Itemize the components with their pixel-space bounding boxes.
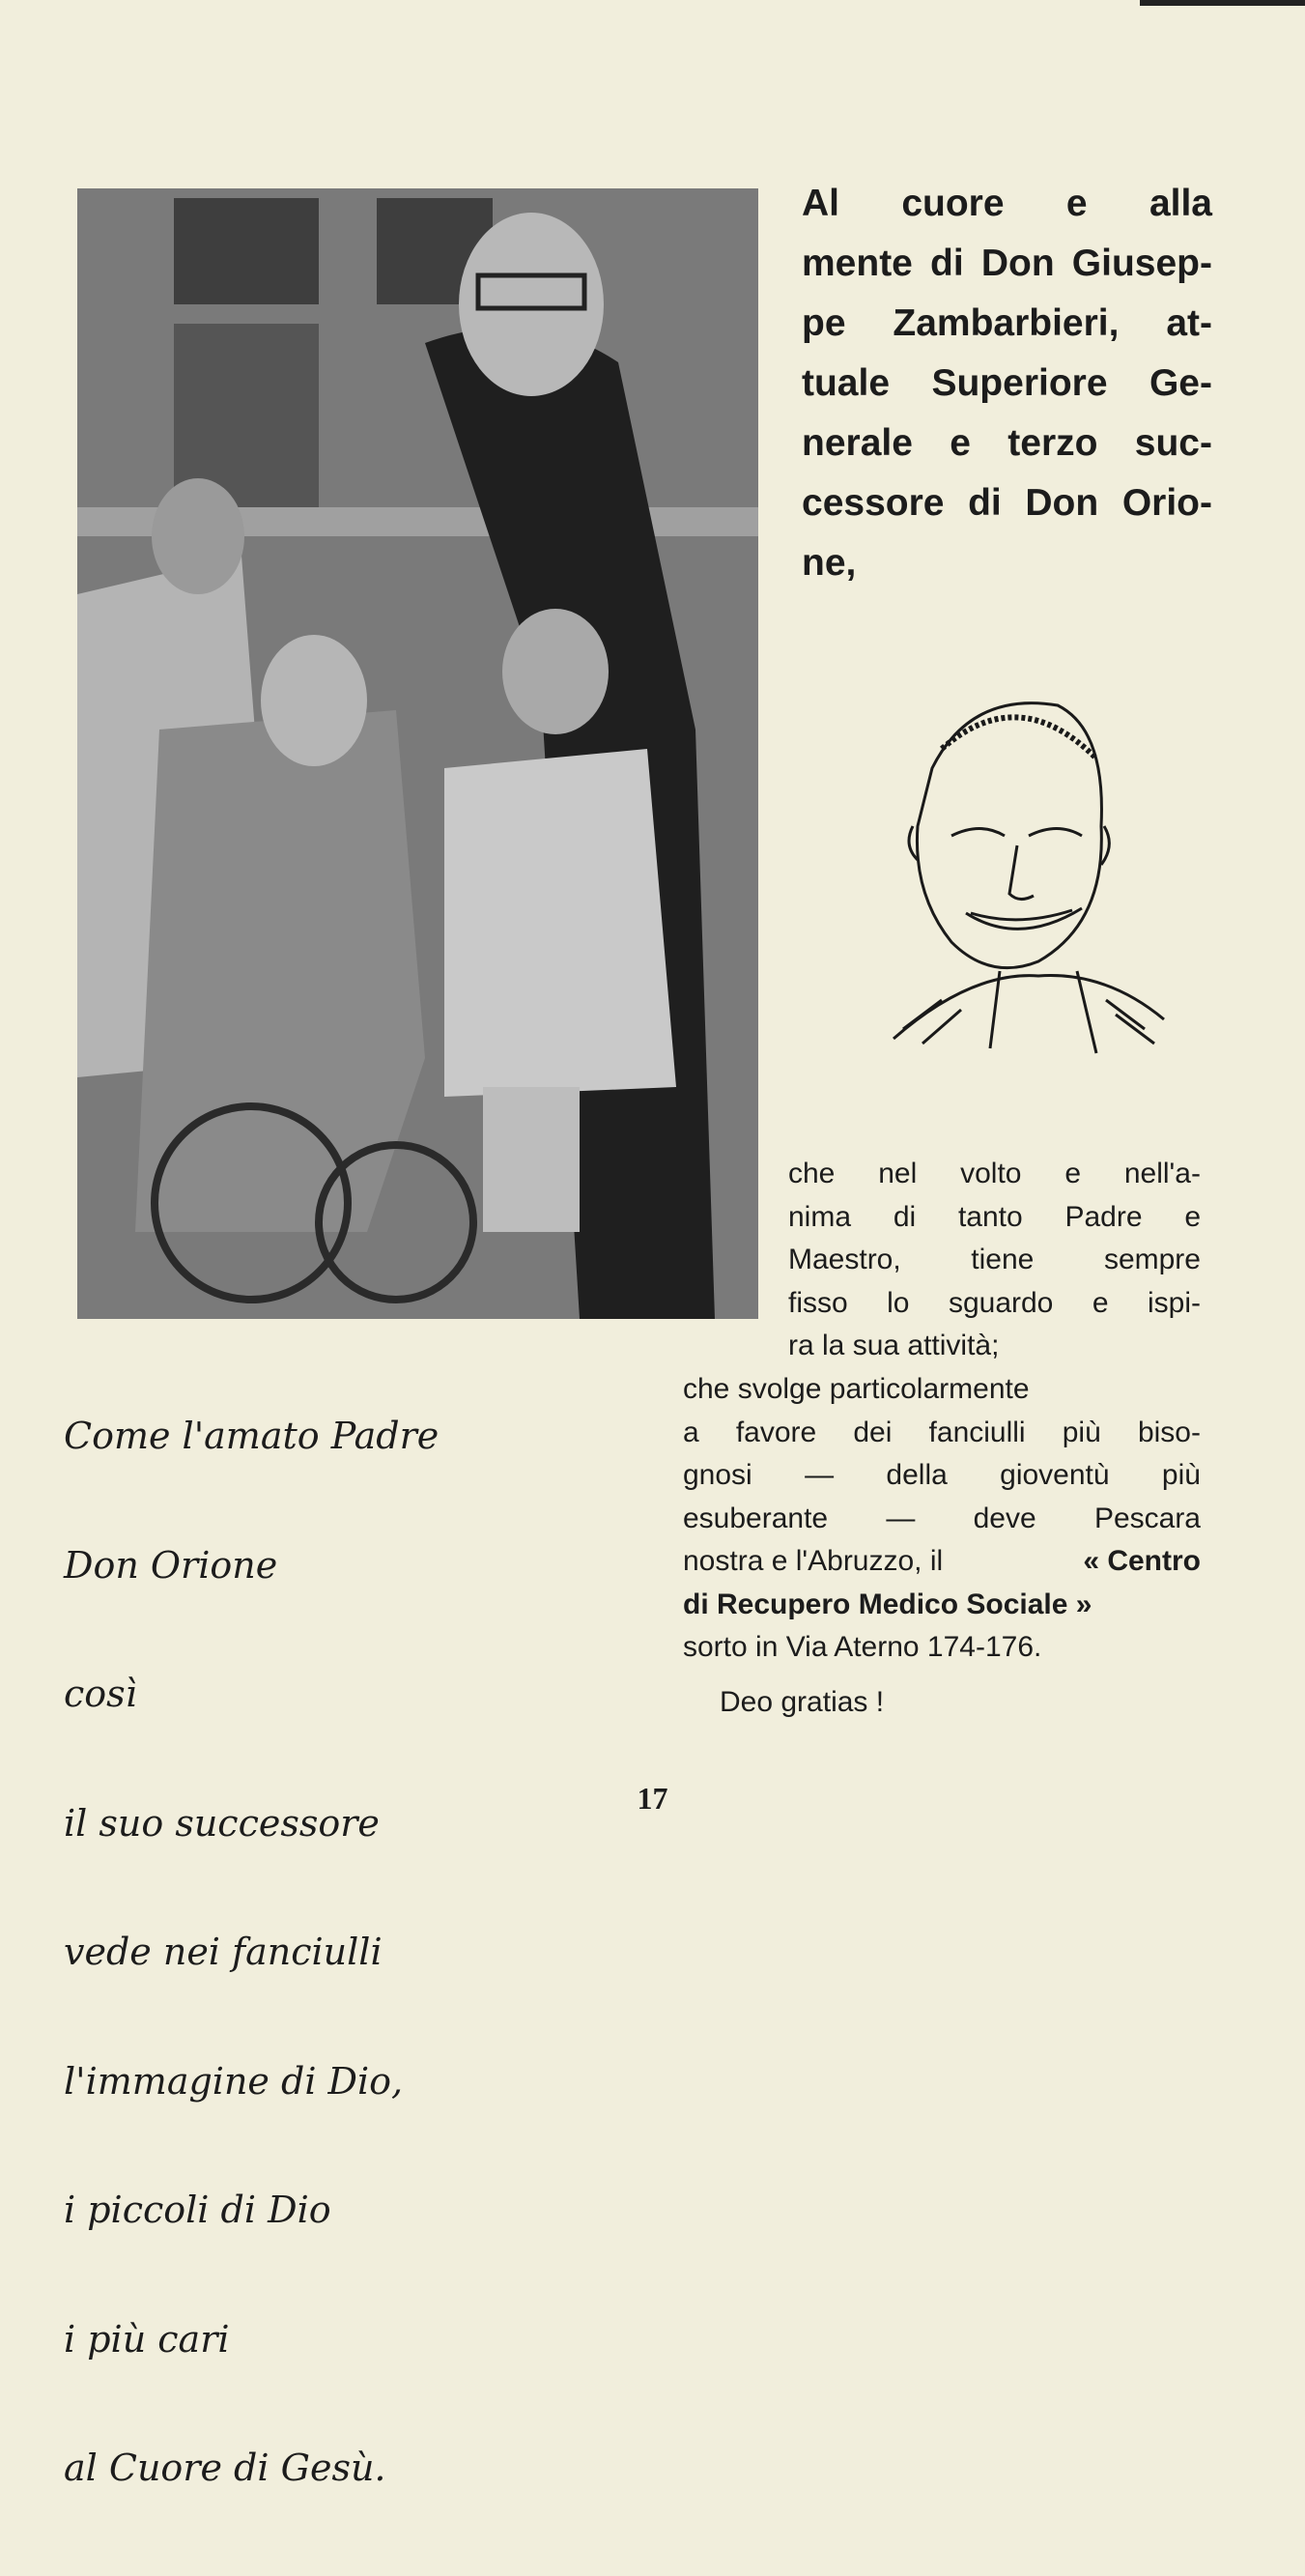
photo-caption: Come l'amato Padre Don Orione così il suo successore vede nei fanciulli l'immagine di Dio, i piccoli di Dio i più cari al Cuore di Gesù. xyxy=(64,1415,440,2489)
text-line: nerale e terzo suc- xyxy=(802,422,1212,464)
text-line: di Recupero Medico Sociale » xyxy=(683,1588,1092,1620)
text-line: gnosi — della gioventù più xyxy=(683,1459,1201,1491)
closing-text: Deo gratias ! xyxy=(720,1686,885,1718)
dedication-text xyxy=(802,174,1212,593)
text-line: ra la sua attività; xyxy=(788,1330,1000,1361)
text-line: a favore dei fanciulli più biso- xyxy=(683,1416,1201,1448)
text-line: nostra e l'Abruzzo, il « Centro xyxy=(683,1540,1201,1584)
page-number: 17 xyxy=(637,1781,668,1816)
text-line: ne, xyxy=(802,542,857,584)
text-line: cessore di Don Orio- xyxy=(802,482,1212,524)
text-line: mente di Don Giusep- xyxy=(802,243,1212,284)
text-line: che nel volto e nell'a- xyxy=(788,1158,1201,1189)
portrait-sketch xyxy=(874,681,1174,1058)
photo-priest-with-children xyxy=(77,188,758,1319)
text-line: fisso lo sguardo e ispi- xyxy=(788,1286,1201,1319)
paragraph-che-svolge xyxy=(683,1368,1201,1670)
text-line: tuale Superiore Ge- xyxy=(802,362,1212,404)
text-line: sorto in Via Aterno 174-176. xyxy=(683,1631,1042,1663)
centro-label: « Centro xyxy=(1083,1545,1201,1577)
text-line: pe Zambarbieri, at- xyxy=(802,302,1212,344)
paragraph-che-nel-volto xyxy=(788,1153,1201,1368)
text-line: che svolge particolarmente xyxy=(683,1373,1030,1405)
text-line: nima di tanto Padre e xyxy=(788,1200,1201,1233)
text-line: Maestro, tiene sempre xyxy=(788,1244,1201,1275)
edge-mark xyxy=(1140,0,1305,6)
text-line: Al cuore e alla xyxy=(802,183,1212,224)
text-line: esuberante — deve Pescara xyxy=(683,1502,1201,1534)
